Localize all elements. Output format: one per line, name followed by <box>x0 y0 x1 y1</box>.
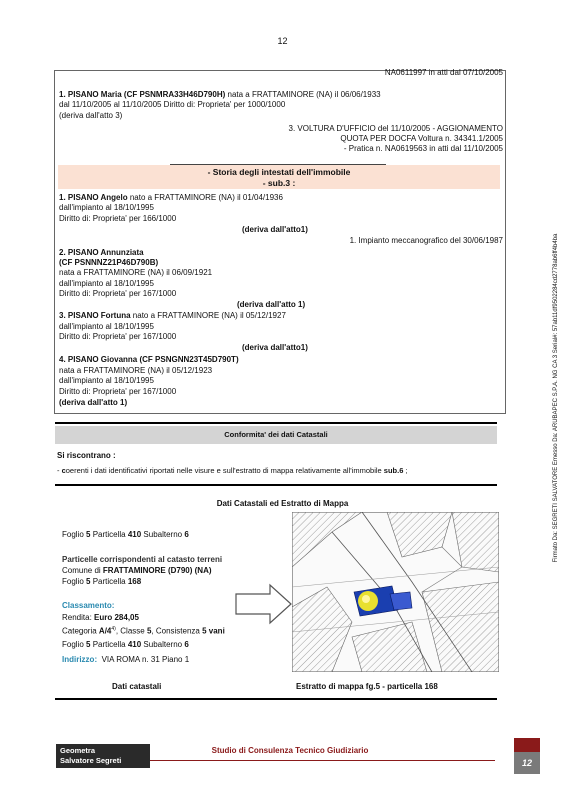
owner-angelo-deriva: (deriva dall'atto1) <box>242 225 308 234</box>
owner-annunziata-line1: 2. PISANO Annunziata <box>59 248 144 257</box>
digital-signature-note: Firmato Da: SEGRETI SALVATORE Emesso Da: ARUBAPEC S.P.A. NG CA 3 Serial#: 57ab11df9502284cd2778ab6ff4b4ba <box>553 233 559 563</box>
owner-angelo-line1: 1. PISANO Angelo nato a FRATTAMINORE (NA) il 01/04/1936 <box>59 193 283 202</box>
conformita-bar <box>55 426 497 444</box>
page-tab-accent <box>514 738 540 752</box>
cadastral-map <box>292 512 499 672</box>
storia-title: - Storia degli intestati dell'immobile <box>207 167 351 177</box>
caption-estratto-mappa: Estratto di mappa fg.5 - particella 168 <box>296 682 438 691</box>
storia-header <box>58 165 500 189</box>
studio-title: Studio di Consulenza Tecnico Giudiziario <box>211 746 369 755</box>
voltura-line2: QUOTA PER DOCFA Voltura n. 34341.1/2005 <box>340 134 503 143</box>
owner-giovanna-line2: nata a FRATTAMINORE (NA) il 05/12/1923 <box>59 366 213 375</box>
comune-line: Comune di FRATTAMINORE (D790) (NA) <box>62 566 212 575</box>
foglio-line: Foglio 5 Particella 410 Subalterno 6 <box>62 530 189 539</box>
geometra-stamp <box>56 744 150 768</box>
catasto-end-rule <box>55 698 497 700</box>
owner-giovanna-line3: dall'impianto al 18/10/1995 <box>59 376 154 385</box>
owner-maria-deriva: (deriva dall'atto 3) <box>59 111 123 120</box>
owner-angelo-line2: dall'impianto al 18/10/1995 <box>59 203 154 212</box>
catasto-title: Dati Catastali ed Estratto di Mappa <box>216 499 349 508</box>
owner-angelo-line3: Diritto di: Proprieta' per 166/1000 <box>59 214 177 223</box>
conformita-end-rule <box>55 484 497 486</box>
owner-fortuna-deriva: (deriva dall'atto1) <box>242 343 308 352</box>
page-number: 12 <box>277 36 288 46</box>
pointer-arrow-icon <box>234 582 294 626</box>
owner-giovanna-line4: Diritto di: Proprieta' per 167/1000 <box>59 387 177 396</box>
foglio3-line: Foglio 5 Particella 410 Subalterno 6 <box>62 640 189 649</box>
owner-giovanna-line1: 4. PISANO Giovanna (CF PSNGNN23T45D790T) <box>59 355 239 364</box>
page-number-box: 12 <box>514 752 540 774</box>
footer-rule <box>150 760 495 761</box>
impianto-line: 1. Impianto meccanografico del 30/06/1987 <box>349 236 503 245</box>
storia-sub: - sub.3 : <box>262 178 296 188</box>
owner-annunziata-line3: nata a FRATTAMINORE (NA) il 06/09/1921 <box>59 268 213 277</box>
categoria-line: Categoria A/4$^{4)}$, Classe 5, Consistenza 5 vani <box>62 626 225 636</box>
conformita-bullet: - coerenti i dati identificativi riportati nelle visure e sull'estratto di mappa relativamente all'immobile sub.6 ; <box>57 466 408 475</box>
owner-giovanna-deriva: (deriva dall'atto 1) <box>59 398 128 407</box>
owner-annunziata-line5: Diritto di: Proprieta' per 167/1000 <box>59 289 177 298</box>
conformita-rule <box>55 422 497 424</box>
conformita-title: Conformita' dei dati Catastali <box>224 430 328 439</box>
particelle-title: Particelle corrispondenti al catasto terreni <box>62 555 223 564</box>
owner-fortuna-line3: Diritto di: Proprieta' per 167/1000 <box>59 332 177 341</box>
caption-dati-catastali: Dati catastali <box>112 682 162 691</box>
indirizzo-line: Indirizzo: VIA ROMA n. 31 Piano 1 <box>62 655 190 664</box>
voltura-line3: - Pratica n. NA0619563 in atti dal 11/10/2005 <box>343 144 503 153</box>
classamento-label: Classamento: <box>62 601 115 610</box>
owner-maria-line1: 1. PISANO Maria (CF PSNMRA33H46D790H) nata a FRATTAMINORE (NA) il 06/06/1933 <box>59 90 381 99</box>
stamp-line2: Salvatore Segreti <box>60 756 122 765</box>
owner-fortuna-line2: dall'impianto al 18/10/1995 <box>59 322 154 331</box>
stamp-line1: Geometra <box>60 746 96 755</box>
si-riscontrano: Si riscontrano : <box>57 451 116 460</box>
owner-maria-line2: dal 11/10/2005 al 11/10/2005 Diritto di: Proprieta' per 1000/1000 <box>59 100 286 109</box>
owner-fortuna-line1: 3. PISANO Fortuna nato a FRATTAMINORE (NA) il 05/12/1927 <box>59 311 286 320</box>
owner-annunziata-line2: (CF PSNNNZ21P46D790B) <box>59 258 159 267</box>
owner-annunziata-deriva: (deriva dall'atto 1) <box>237 300 306 309</box>
owner-annunziata-line4: dall'impianto al 18/10/1995 <box>59 279 154 288</box>
foglio2-line: Foglio 5 Particella 168 <box>62 577 142 586</box>
rendita-line: Rendita: Euro 284,05 <box>62 613 139 622</box>
top-ref: NA0611997 in atti dal 07/10/2005 <box>384 68 503 77</box>
voltura-line1: 3. VOLTURA D'UFFICIO del 11/10/2005 - AGGIONAMENTO <box>288 124 503 133</box>
